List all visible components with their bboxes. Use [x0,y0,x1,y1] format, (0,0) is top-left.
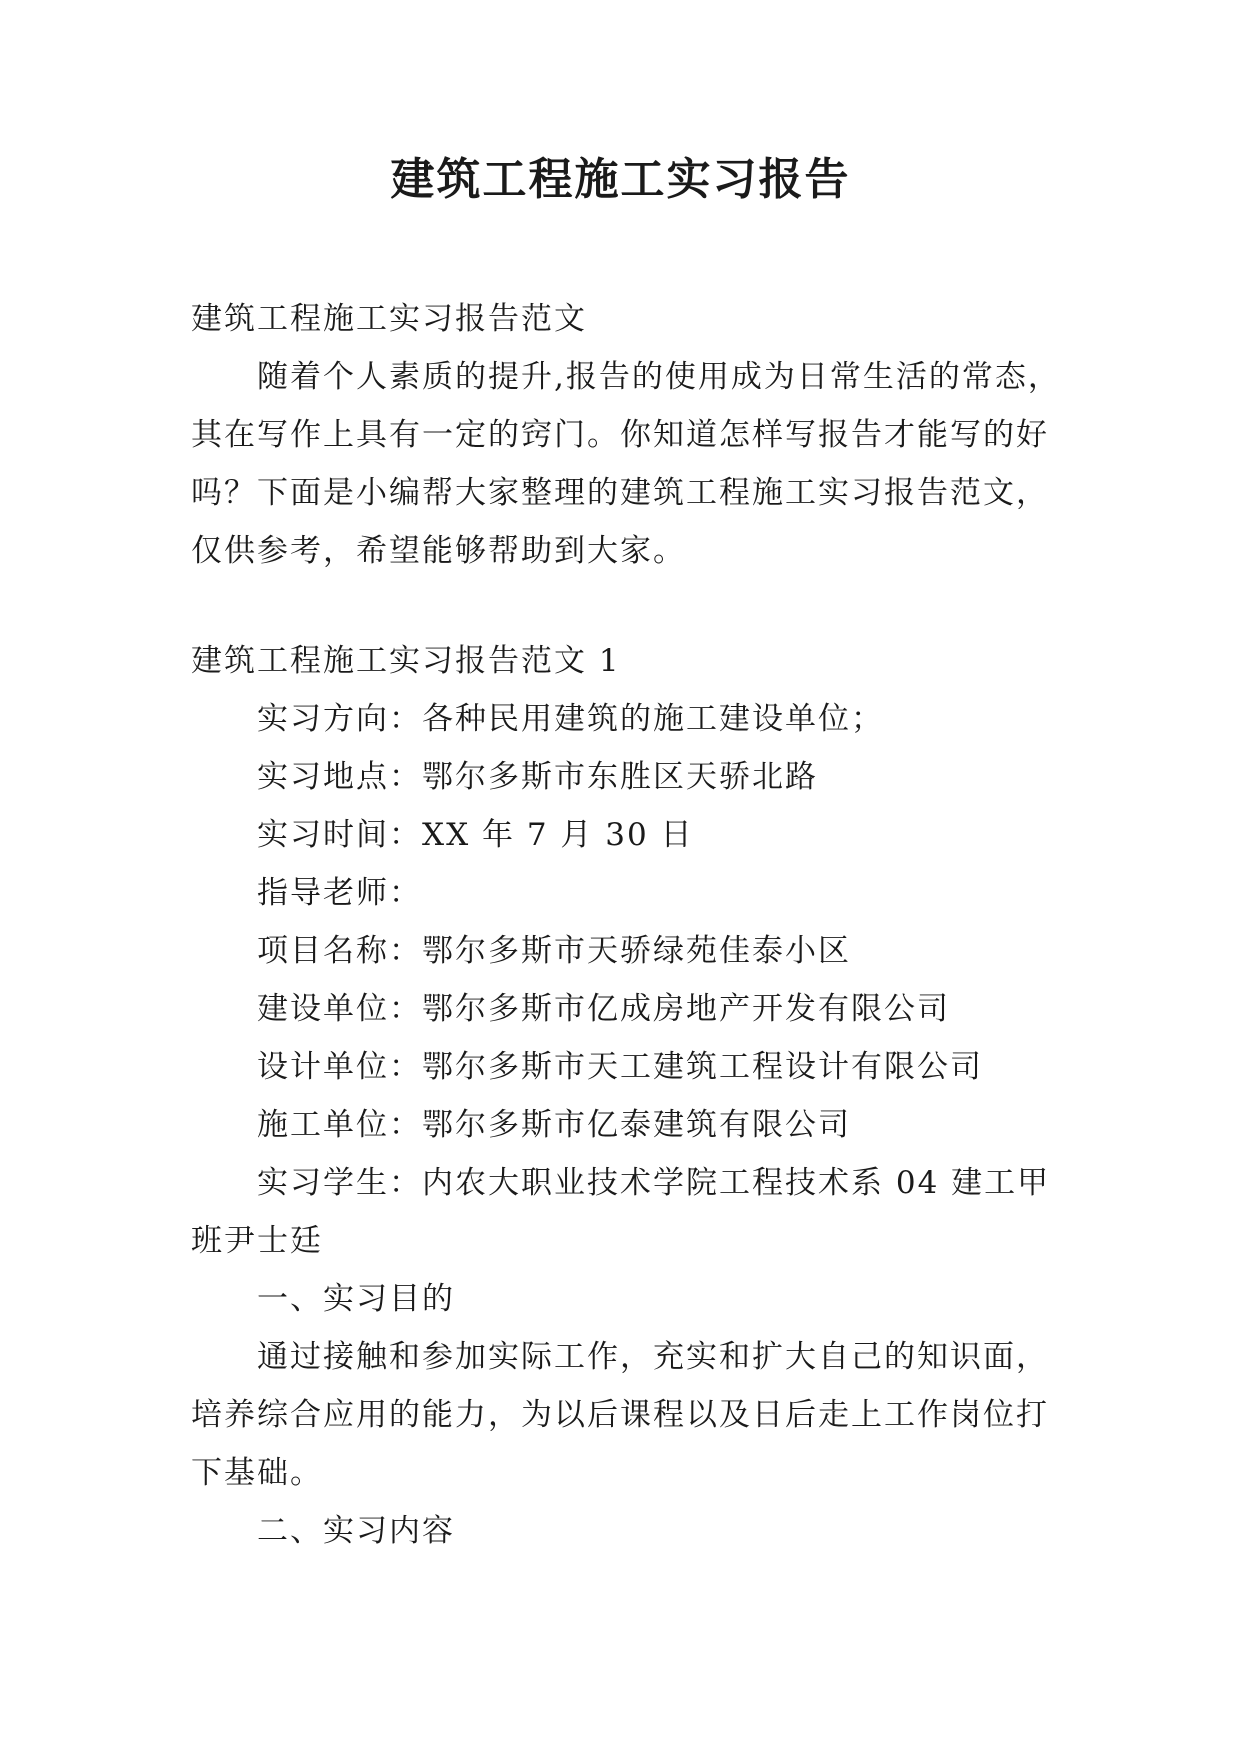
section-heading: 建筑工程施工实习报告范文 [191,301,587,337]
heading-purpose: 一、实习目的 [257,1281,455,1317]
info-line-location: 实习地点：鄂尔多斯市东胜区天骄北路 [257,759,818,795]
document-body [191,290,1061,1560]
info-line-student: 实习学生：内农大职业技术学院工程技术系 04 建工甲班尹士廷 [191,1165,1051,1259]
subsection-heading: 建筑工程施工实习报告范文 1 [191,643,621,679]
info-line-advisor: 指导老师： [257,875,422,911]
info-line-designer: 设计单位：鄂尔多斯市天工建筑工程设计有限公司 [257,1049,983,1085]
info-line-contractor: 施工单位：鄂尔多斯市亿泰建筑有限公司 [257,1107,851,1143]
info-line-project: 项目名称：鄂尔多斯市天骄绿苑佳泰小区 [257,933,851,969]
intro-paragraph: 随着个人素质的提升,报告的使用成为日常生活的常态，其在写作上具有一定的窍门。你知道怎样写报告才能写的好吗？下面是小编帮大家整理的建筑工程施工实习报告范文，仅供参考，希望能够帮助到大家。 [191,359,1061,569]
info-line-builder: 建设单位：鄂尔多斯市亿成房地产开发有限公司 [257,991,950,1027]
document-title: 建筑工程施工实习报告 [390,154,851,205]
heading-content: 二、实习内容 [257,1513,455,1549]
paragraph-spacer [191,580,1061,632]
purpose-paragraph: 通过接触和参加实际工作，充实和扩大自己的知识面，培养综合应用的能力，为以后课程以及日后走上工作岗位打下基础。 [191,1339,1049,1491]
info-line-direction: 实习方向：各种民用建筑的施工建设单位； [257,701,884,737]
info-line-time: 实习时间：XX 年 7 月 30 日 [257,817,694,853]
